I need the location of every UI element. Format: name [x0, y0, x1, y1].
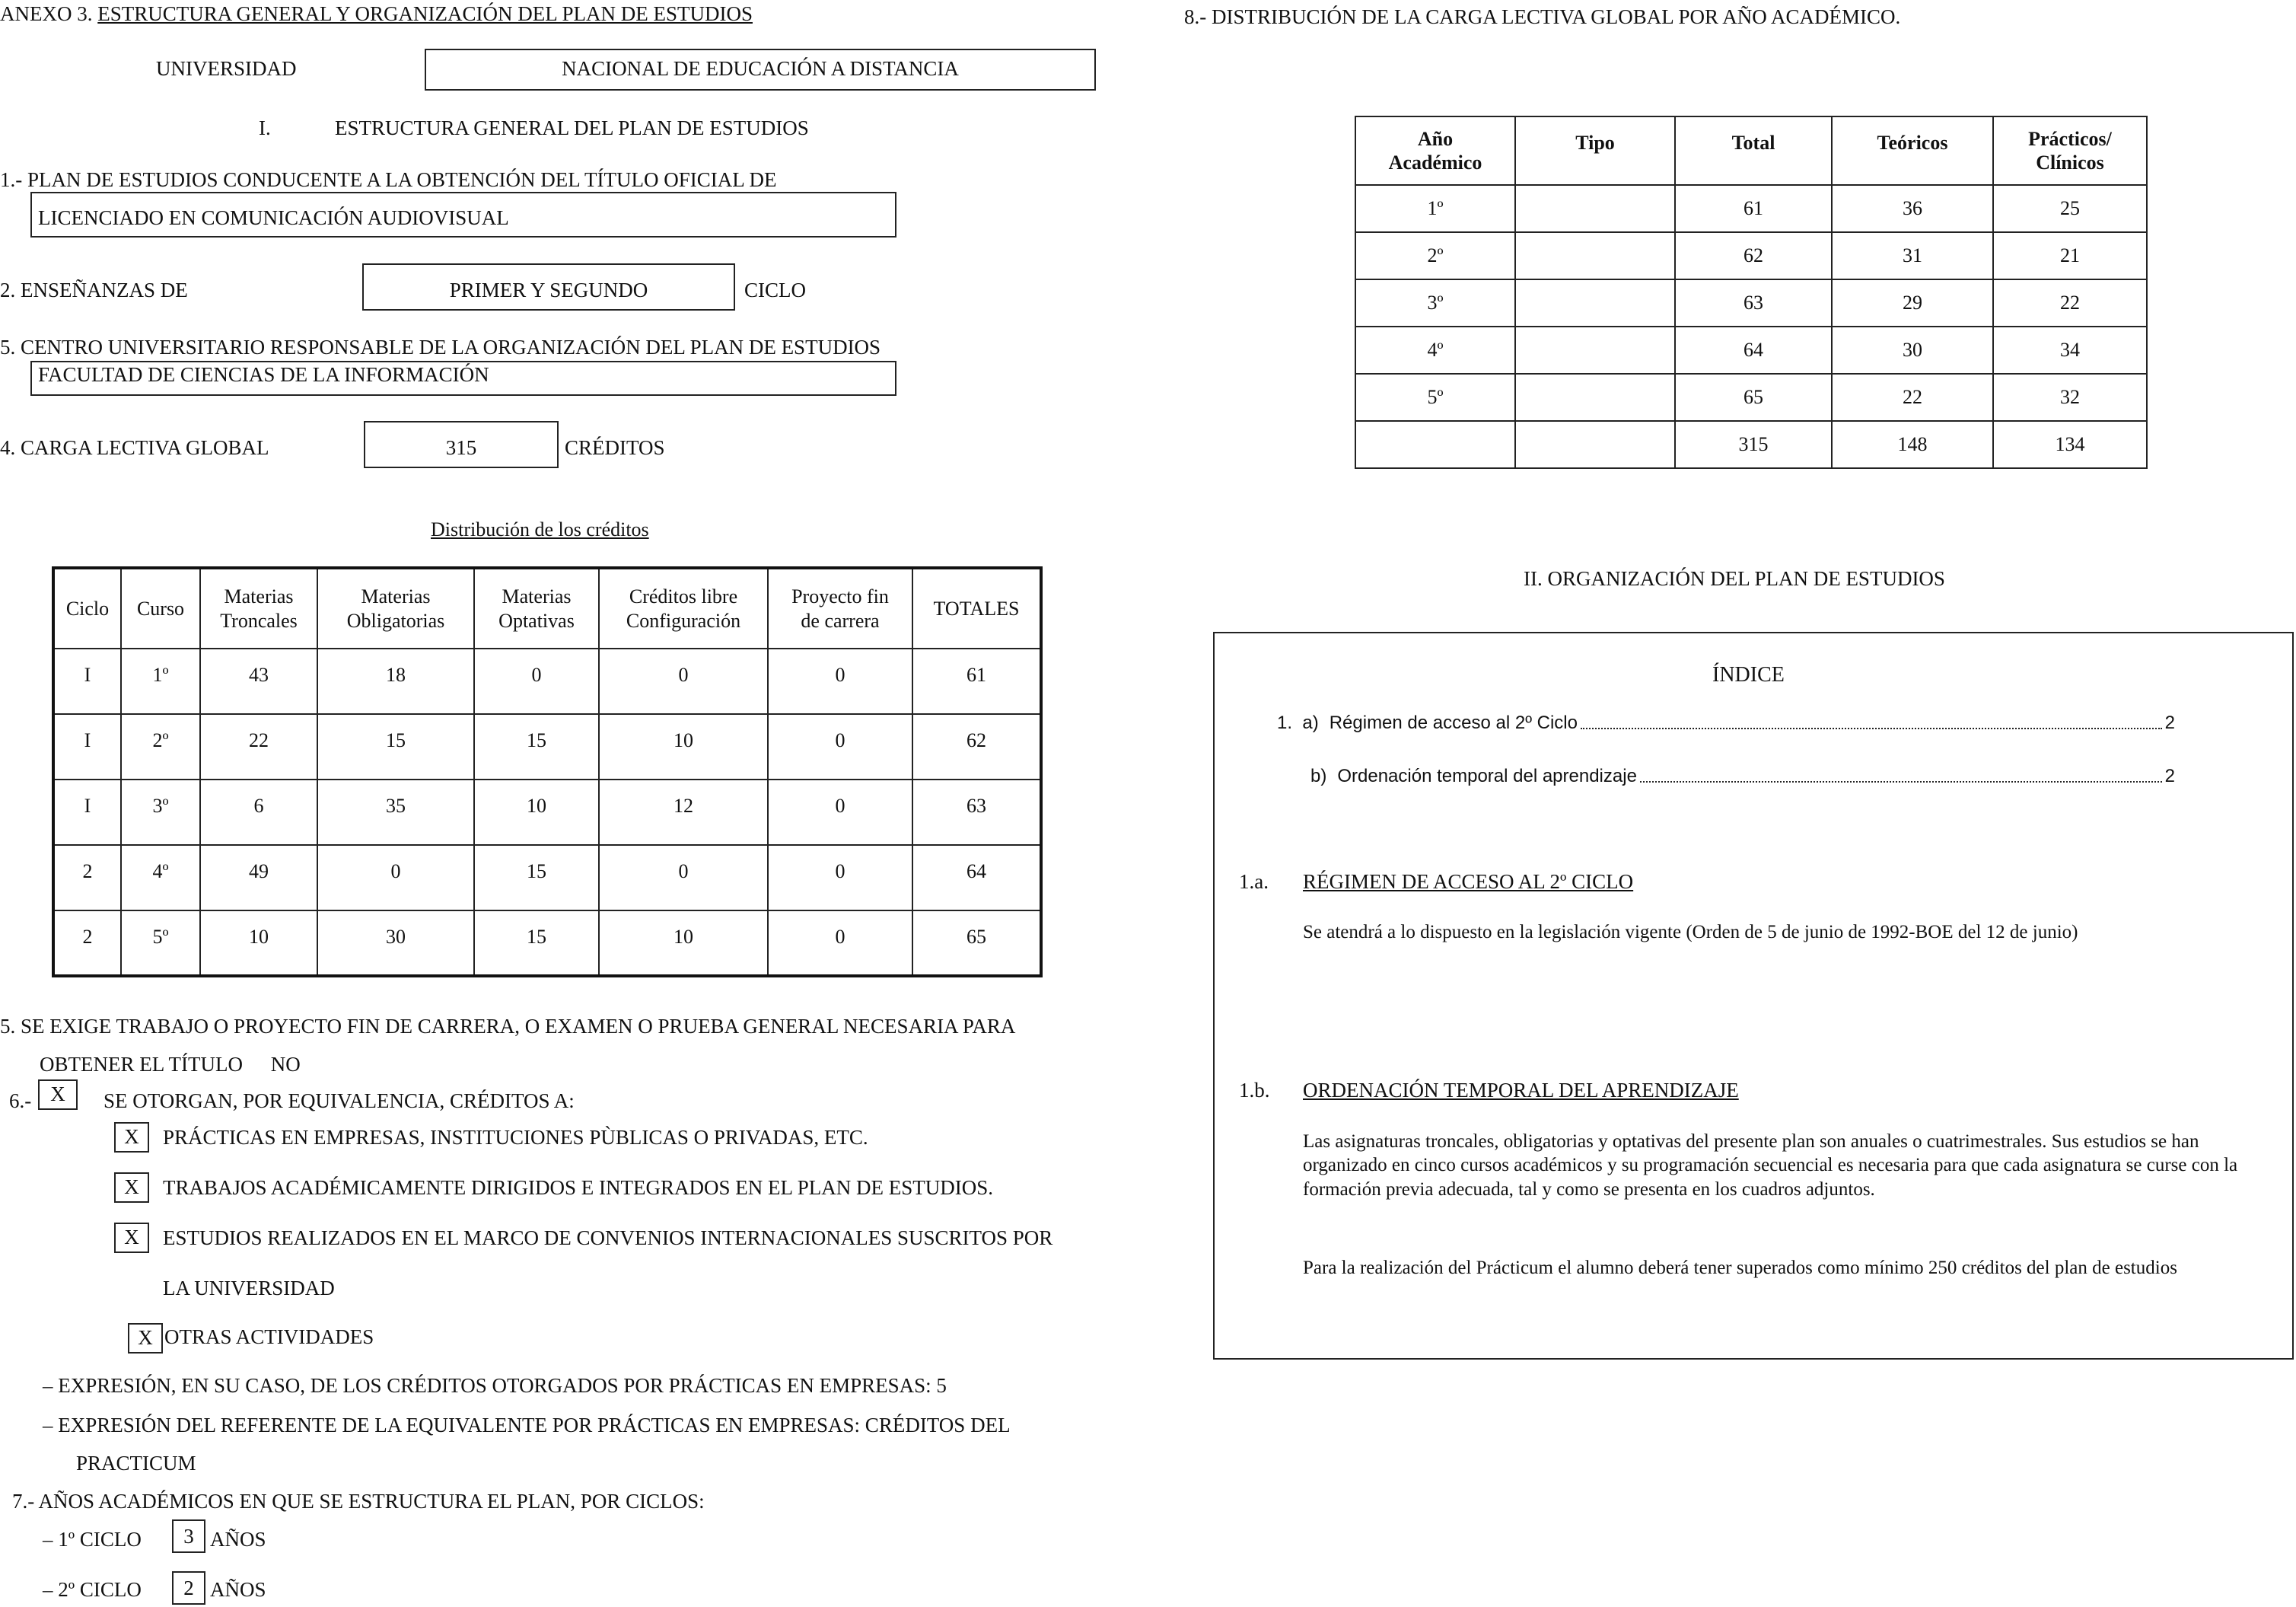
global-load-row — [1355, 279, 2147, 327]
item7-cycle2-unit: AÑOS — [210, 1578, 266, 1601]
section-i-title: ESTRUCTURA GENERAL DEL PLAN DE ESTUDIOS — [335, 116, 809, 139]
section-1a-title: RÉGIMEN DE ACCESO AL 2º CICLO — [1303, 870, 1634, 893]
index-entry-b-page: 2 — [2164, 766, 2175, 786]
credits-table-cell: 2º — [121, 714, 200, 780]
global-header-cell: Teóricos — [1832, 116, 1993, 185]
item7-cycle1-unit: AÑOS — [210, 1528, 266, 1551]
credits-table-cell: 1º — [121, 649, 200, 714]
index-entry-b-num: b) — [1310, 766, 1327, 786]
credits-table-cell: 18 — [317, 649, 474, 714]
credits-table-cell: 4º — [121, 845, 200, 910]
credits-table-cell: 15 — [317, 714, 474, 780]
annex-title: ESTRUCTURA GENERAL Y ORGANIZACIÓN DEL PLAN DE ESTUDIOS — [97, 2, 753, 25]
item6-option-checkbox[interactable]: X — [128, 1323, 163, 1354]
item6-prefix: 6.- — [9, 1089, 32, 1112]
item6-option-checkbox[interactable]: X — [114, 1122, 149, 1153]
credits-table-cell: 0 — [599, 845, 768, 910]
global-load-row — [1355, 374, 2147, 421]
global-load-cell: 2º — [1355, 232, 1515, 279]
item6-expr1: – EXPRESIÓN, EN SU CASO, DE LOS CRÉDITOS OTORGADOS POR PRÁCTICAS EN EMPRESAS: 5 — [43, 1374, 947, 1397]
global-load-cell — [1515, 327, 1675, 374]
section-1b-body: Las asignaturas troncales, obligatorias y optativas del presente plan son anuales o cuatrimestrales. Sus estudios se han organizado en cinco cursos académicos y su programación secuencial es necesaria para que cada asignatura se curse con la formación previa adecuada, tal y como se presenta en los cuadros adjuntos. — [1303, 1131, 2238, 1200]
global-load-cell: 64 — [1675, 327, 1832, 374]
credits-table-cell: 63 — [912, 780, 1041, 845]
global-load-row — [1355, 421, 2147, 468]
global-load-cell — [1355, 421, 1515, 468]
credits-table-cell: 43 — [200, 649, 317, 714]
global-load-cell: 65 — [1675, 374, 1832, 421]
global-load-cell: 134 — [1993, 421, 2147, 468]
item7-label: 7.- AÑOS ACADÉMICOS EN QUE SE ESTRUCTURA EL PLAN, POR CICLOS: — [12, 1490, 705, 1513]
credits-table-cell: 62 — [912, 714, 1041, 780]
global-load-cell: 30 — [1832, 327, 1993, 374]
credits-table-cell: 10 — [200, 910, 317, 976]
global-load-row — [1355, 232, 2147, 279]
global-header-cell: Prácticos/ Clínicos — [1993, 116, 2147, 185]
item8-title: 8.- DISTRIBUCIÓN DE LA CARGA LECTIVA GLOBAL POR AÑO ACADÉMICO. — [1184, 5, 1901, 28]
university-value: NACIONAL DE EDUCACIÓN A DISTANCIA — [562, 57, 959, 80]
section-1b-title: ORDENACIÓN TEMPORAL DEL APRENDIZAJE — [1303, 1079, 1739, 1102]
index-title: ÍNDICE — [1712, 663, 1785, 687]
item7-cycle1-box[interactable]: 3 — [172, 1519, 205, 1553]
item3-value: FACULTAD DE CIENCIAS DE LA INFORMACIÓN — [38, 363, 489, 386]
item2-suffix: CICLO — [744, 279, 806, 301]
credits-table-cell: 3º — [121, 780, 200, 845]
credits-table-cell: 2 — [53, 845, 121, 910]
credits-table-cell: 0 — [768, 649, 912, 714]
item1-label: 1.- PLAN DE ESTUDIOS CONDUCENTE A LA OBTENCIÓN DEL TÍTULO OFICIAL DE — [0, 168, 777, 191]
credits-header-cell: Materias Obligatorias — [317, 568, 474, 649]
credits-table-row — [53, 649, 1041, 714]
item6-expr2-line2: PRACTICUM — [76, 1452, 196, 1475]
credits-header-cell: Créditos libre Configuración — [599, 568, 768, 649]
index-entry-b-text: Ordenación temporal del aprendizaje — [1337, 766, 1637, 786]
index-entry-a — [1277, 713, 2175, 735]
credits-table-row — [53, 714, 1041, 780]
credits-table-cell: 0 — [768, 780, 912, 845]
global-header-cell: Año Académico — [1355, 116, 1515, 185]
item6-option-label: ESTUDIOS REALIZADOS EN EL MARCO DE CONVENIOS INTERNACIONALES SUSCRITOS POR — [163, 1226, 1053, 1249]
credits-table-cell: 0 — [317, 845, 474, 910]
global-load-cell: 1º — [1355, 185, 1515, 232]
item7-cycle2-label: – 2º CICLO — [43, 1578, 142, 1601]
global-load-cell — [1515, 185, 1675, 232]
section-ii-title: II. ORGANIZACIÓN DEL PLAN DE ESTUDIOS — [1524, 567, 1945, 590]
credits-header-cell: Ciclo — [53, 568, 121, 649]
credits-table-cell: 10 — [599, 910, 768, 976]
global-header-cell: Total — [1675, 116, 1832, 185]
global-load-cell — [1515, 421, 1675, 468]
global-load-cell: 61 — [1675, 185, 1832, 232]
credits-header-cell: Curso — [121, 568, 200, 649]
global-load-cell: 5º — [1355, 374, 1515, 421]
global-load-cell: 34 — [1993, 327, 2147, 374]
credits-table-cell: 0 — [768, 910, 912, 976]
credits-table-cell: 12 — [599, 780, 768, 845]
global-load-cell: 21 — [1993, 232, 2147, 279]
credits-header-cell: Proyecto fin de carrera — [768, 568, 912, 649]
credits-table-cell: 2 — [53, 910, 121, 976]
item4-label: 4. CARGA LECTIVA GLOBAL — [0, 436, 269, 459]
global-load-cell — [1515, 279, 1675, 327]
global-load-cell: 29 — [1832, 279, 1993, 327]
global-load-row — [1355, 327, 2147, 374]
credits-header-cell: TOTALES — [912, 568, 1041, 649]
credits-table-cell: 0 — [768, 714, 912, 780]
global-load-cell: 31 — [1832, 232, 1993, 279]
university-label: UNIVERSIDAD — [156, 57, 297, 80]
credits-table-cell: 0 — [768, 845, 912, 910]
item7-cycle1-label: – 1º CICLO — [43, 1528, 142, 1551]
index-entry-a-page: 2 — [2164, 713, 2175, 733]
global-load-cell: 22 — [1993, 279, 2147, 327]
item5-answer: NO — [270, 1053, 301, 1076]
global-load-cell: 63 — [1675, 279, 1832, 327]
annex-prefix: ANEXO 3. — [0, 2, 93, 25]
credits-table-cell: I — [53, 780, 121, 845]
section-1b-num: 1.b. — [1239, 1079, 1270, 1102]
credits-header-cell: Materias Optativas — [474, 568, 599, 649]
credits-table-cell: I — [53, 714, 121, 780]
section-1a-body: Se atendrá a lo dispuesto en la legislación vigente (Orden de 5 de junio de 1992-BOE del 12 de junio) — [1303, 922, 2078, 942]
item5-line1: 5. SE EXIGE TRABAJO O PROYECTO FIN DE CARRERA, O EXAMEN O PRUEBA GENERAL NECESARIA PARA — [0, 1015, 1016, 1038]
global-load-cell: 22 — [1832, 374, 1993, 421]
section-i-numeral: I. — [259, 116, 271, 139]
credits-table-cell: 15 — [474, 714, 599, 780]
item6-option-checkbox[interactable]: X — [114, 1223, 149, 1253]
credits-table — [52, 566, 1043, 977]
global-load-cell: 25 — [1993, 185, 2147, 232]
item4-suffix: CRÉDITOS — [565, 436, 665, 459]
item6-option-checkbox[interactable]: X — [114, 1172, 149, 1203]
credits-header-cell: Materias Troncales — [200, 568, 317, 649]
section-1a-num: 1.a. — [1239, 870, 1269, 893]
credits-table-row — [53, 910, 1041, 976]
credits-table-cell: I — [53, 649, 121, 714]
global-load-cell: 4º — [1355, 327, 1515, 374]
item3-label: 5. CENTRO UNIVERSITARIO RESPONSABLE DE LA ORGANIZACIÓN DEL PLAN DE ESTUDIOS — [0, 336, 881, 359]
global-load-cell — [1515, 374, 1675, 421]
item6-expr2-line1: – EXPRESIÓN DEL REFERENTE DE LA EQUIVALENTE POR PRÁCTICAS EN EMPRESAS: CRÉDITOS DEL — [43, 1414, 1011, 1436]
credits-table-cell: 6 — [200, 780, 317, 845]
credits-table-cell: 30 — [317, 910, 474, 976]
item6-option-label: TRABAJOS ACADÉMICAMENTE DIRIGIDOS E INTEGRADOS EN EL PLAN DE ESTUDIOS. — [163, 1176, 993, 1199]
item5-line2 — [40, 1052, 301, 1076]
credits-table-cell: 10 — [599, 714, 768, 780]
index-entry-a-leader — [1581, 713, 2162, 729]
credits-table-cell: 0 — [474, 649, 599, 714]
credits-table-cell: 10 — [474, 780, 599, 845]
item6-option-label: OTRAS ACTIVIDADES — [164, 1325, 374, 1348]
index-entry-a-num: 1. a) — [1277, 713, 1319, 733]
item6-option-label-cont: LA UNIVERSIDAD — [163, 1277, 335, 1299]
item6-label: SE OTORGAN, POR EQUIVALENCIA, CRÉDITOS A: — [103, 1089, 575, 1112]
global-load-cell — [1515, 232, 1675, 279]
index-entry-b-leader — [1640, 766, 2162, 783]
credits-table-cell: 35 — [317, 780, 474, 845]
credits-table-caption: Distribución de los créditos — [431, 518, 649, 540]
credits-table-cell: 0 — [599, 649, 768, 714]
credits-table-cell: 65 — [912, 910, 1041, 976]
credits-table-row — [53, 845, 1041, 910]
item2-label: 2. ENSEÑANZAS DE — [0, 279, 188, 301]
item2-value: PRIMER Y SEGUNDO — [449, 279, 648, 301]
index-entry-b — [1310, 766, 2175, 788]
credits-table-row — [53, 780, 1041, 845]
section-ii-panel — [1213, 632, 2294, 1360]
section-1b-body-2: Para la realización del Prácticum el alumno deberá tener superados como mínimo 250 créditos del plan de estudios — [1303, 1258, 2177, 1278]
global-load-row — [1355, 185, 2147, 232]
credits-table-cell: 15 — [474, 845, 599, 910]
annex-heading — [0, 2, 753, 26]
global-header-cell: Tipo — [1515, 116, 1675, 185]
credits-table-cell: 15 — [474, 910, 599, 976]
item1-value: LICENCIADO EN COMUNICACIÓN AUDIOVISUAL — [38, 206, 509, 229]
credits-table-cell: 22 — [200, 714, 317, 780]
credits-table-cell: 64 — [912, 845, 1041, 910]
item6-checkbox[interactable]: X — [38, 1079, 78, 1110]
global-load-cell: 36 — [1832, 185, 1993, 232]
global-load-cell: 62 — [1675, 232, 1832, 279]
global-load-cell: 3º — [1355, 279, 1515, 327]
global-load-table — [1355, 116, 2148, 469]
credits-table-cell: 5º — [121, 910, 200, 976]
index-entry-a-text: Régimen de acceso al 2º Ciclo — [1329, 713, 1578, 733]
item7-cycle2-box[interactable]: 2 — [172, 1571, 205, 1605]
credits-table-cell: 49 — [200, 845, 317, 910]
global-load-cell: 148 — [1832, 421, 1993, 468]
global-load-cell: 32 — [1993, 374, 2147, 421]
item6-option-label: PRÁCTICAS EN EMPRESAS, INSTITUCIONES PÙBLICAS O PRIVADAS, ETC. — [163, 1126, 868, 1149]
credits-table-cell: 61 — [912, 649, 1041, 714]
item4-value: 315 — [445, 436, 477, 459]
global-load-cell: 315 — [1675, 421, 1832, 468]
item5-line2-text: OBTENER EL TÍTULO — [40, 1053, 243, 1076]
